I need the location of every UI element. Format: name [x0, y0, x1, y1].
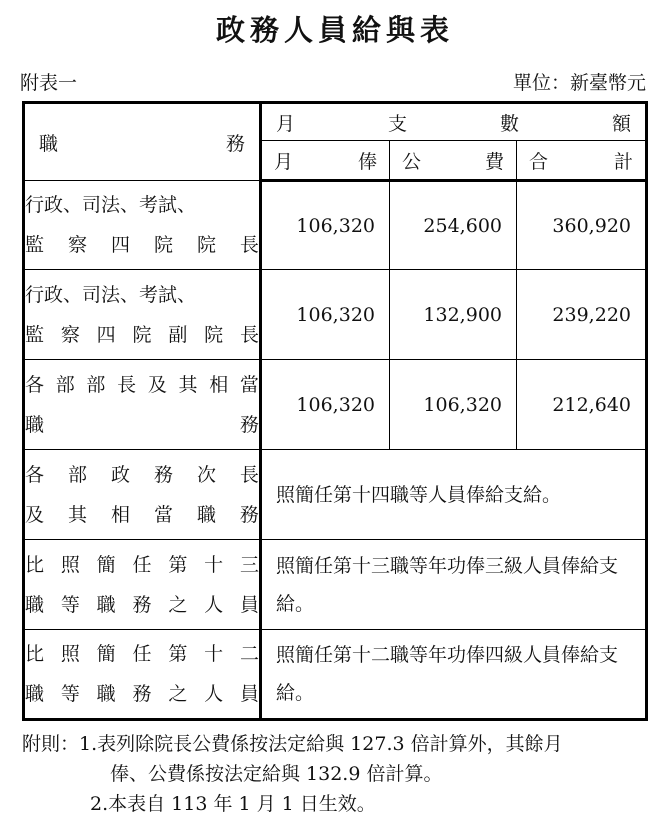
position-cell: [24, 360, 261, 450]
char: 務: [153, 463, 173, 486]
office-cell: 254,600: [390, 181, 517, 270]
char: 職: [39, 132, 59, 155]
footnotes: [22, 729, 652, 819]
header-monthly-pay-text: [262, 109, 645, 136]
position-line1: 行政、司法、考試、: [25, 283, 197, 306]
char: 職: [25, 683, 45, 705]
char: 務: [132, 593, 152, 616]
table-row: [24, 181, 647, 270]
table-row: [24, 450, 647, 540]
char: 部: [55, 373, 75, 396]
header-position-text: [25, 129, 259, 156]
char: 長: [239, 323, 259, 346]
char: 月: [276, 112, 296, 135]
char: 任: [132, 643, 152, 665]
position-line1: [25, 545, 259, 585]
char: 十: [204, 553, 224, 576]
char: 第: [168, 553, 188, 576]
char: 照: [60, 643, 80, 665]
char: 月: [274, 150, 294, 173]
position-line1: 行政、司法、考試、: [25, 194, 197, 216]
char: 院: [196, 234, 216, 256]
char: 比: [25, 643, 45, 665]
char: 比: [25, 553, 45, 576]
salary-table: [22, 101, 648, 721]
header-office: [390, 141, 517, 181]
total-cell: 239,220: [517, 270, 647, 360]
char: 任: [132, 553, 152, 576]
char: 職: [25, 593, 45, 616]
char: 數: [499, 112, 519, 135]
position-cell: [24, 540, 261, 630]
char: 副: [168, 323, 188, 346]
total-cell: 360,920: [517, 181, 647, 270]
position-cell: [24, 450, 261, 540]
char: 二: [239, 643, 259, 665]
header-office-text: [390, 147, 516, 174]
note-cell: 照簡任第十四職等人員俸給支給。: [261, 450, 647, 540]
position-line1: [25, 365, 259, 405]
char: 部: [67, 463, 87, 486]
salary-cell: 106,320: [261, 360, 390, 450]
header-position: [24, 103, 261, 181]
position-line2: [25, 315, 259, 355]
char: 務: [225, 132, 245, 155]
page-title: 政務人員給與表: [215, 13, 454, 47]
footnote-1b: 俸、公費係按法定給與 132.9 倍計算。: [110, 763, 443, 785]
salary-cell: 106,320: [261, 181, 390, 270]
char: 院: [153, 234, 173, 256]
char: 四: [96, 323, 116, 346]
char: 俸: [357, 150, 377, 173]
position-line2: [25, 225, 259, 265]
header-salary-text: [262, 147, 389, 174]
header-monthly-pay: [261, 103, 647, 141]
position-cell: [24, 270, 261, 360]
char: 監: [25, 234, 45, 256]
char: 政: [110, 463, 130, 486]
char: 員: [239, 593, 259, 616]
char: 費: [484, 150, 504, 173]
office-cell: 132,900: [390, 270, 517, 360]
char: 院: [132, 323, 152, 346]
attachment-label: 附表一: [20, 72, 78, 94]
footnote-1a: 1.表列除院長公費係按法定給與 127.3 倍計算外，其餘月: [79, 733, 563, 755]
char: 相: [209, 373, 229, 396]
table-row: [24, 630, 647, 720]
char: 察: [60, 323, 80, 346]
char: 部: [86, 373, 106, 396]
char: 等: [60, 593, 80, 616]
char: 支: [387, 112, 407, 135]
char: 職: [25, 413, 45, 436]
char: 十: [204, 643, 224, 665]
total-cell: 212,640: [517, 360, 647, 450]
char: 當: [239, 373, 259, 396]
char: 第: [168, 643, 188, 665]
position-line2: [25, 585, 259, 625]
char: 職: [196, 503, 216, 526]
char: 三: [239, 553, 259, 576]
char: 四: [110, 234, 130, 256]
position-line2: [25, 674, 259, 714]
char: 監: [25, 323, 45, 346]
char: 額: [611, 112, 631, 135]
char: 務: [239, 413, 259, 436]
position-cell: [24, 181, 261, 270]
char: 簡: [96, 553, 116, 576]
char: 察: [67, 234, 87, 256]
char: 職: [96, 683, 116, 705]
char: 各: [25, 463, 45, 486]
unit-label: 單位：新臺幣元: [512, 72, 646, 94]
char: 等: [60, 683, 80, 705]
header-total: [517, 141, 647, 181]
char: 院: [204, 323, 224, 346]
char: 合: [529, 150, 549, 173]
char: 當: [153, 503, 173, 526]
char: 次: [196, 463, 216, 486]
char: 其: [67, 503, 87, 526]
salary-cell: 106,320: [261, 270, 390, 360]
char: 計: [613, 150, 633, 173]
header-salary: [261, 141, 390, 181]
char: 相: [110, 503, 130, 526]
char: 及: [25, 503, 45, 526]
char: 員: [239, 683, 259, 705]
table-row: [24, 360, 647, 450]
note-cell: 照簡任第十三職等年功俸三級人員俸給支給。: [261, 540, 647, 630]
header-total-text: [517, 147, 645, 174]
char: 人: [204, 683, 224, 705]
footnote-label: 附則：: [22, 733, 80, 755]
char: 之: [168, 593, 188, 616]
char: 長: [239, 463, 259, 486]
position-line2: [25, 495, 259, 535]
char: 長: [117, 373, 137, 396]
char: 照: [60, 553, 80, 576]
char: 公: [402, 150, 422, 173]
char: 職: [96, 593, 116, 616]
char: 簡: [96, 643, 116, 665]
footnote-2: 2.本表自 113 年 1 月 1 日生效。: [90, 793, 376, 815]
position-line1: [25, 634, 259, 674]
char: 人: [204, 593, 224, 616]
position-line1: [25, 455, 259, 495]
note-cell: 照簡任第十二職等年功俸四級人員俸給支給。: [261, 630, 647, 720]
char: 長: [239, 234, 259, 256]
char: 及: [147, 373, 167, 396]
char: 務: [132, 683, 152, 705]
char: 之: [168, 683, 188, 705]
office-cell: 106,320: [390, 360, 517, 450]
position-cell: [24, 630, 261, 720]
table-row: [24, 540, 647, 630]
table-row: [24, 270, 647, 360]
char: 務: [239, 503, 259, 526]
char: 其: [178, 373, 198, 396]
char: 各: [25, 373, 45, 396]
position-line2: [25, 405, 259, 445]
